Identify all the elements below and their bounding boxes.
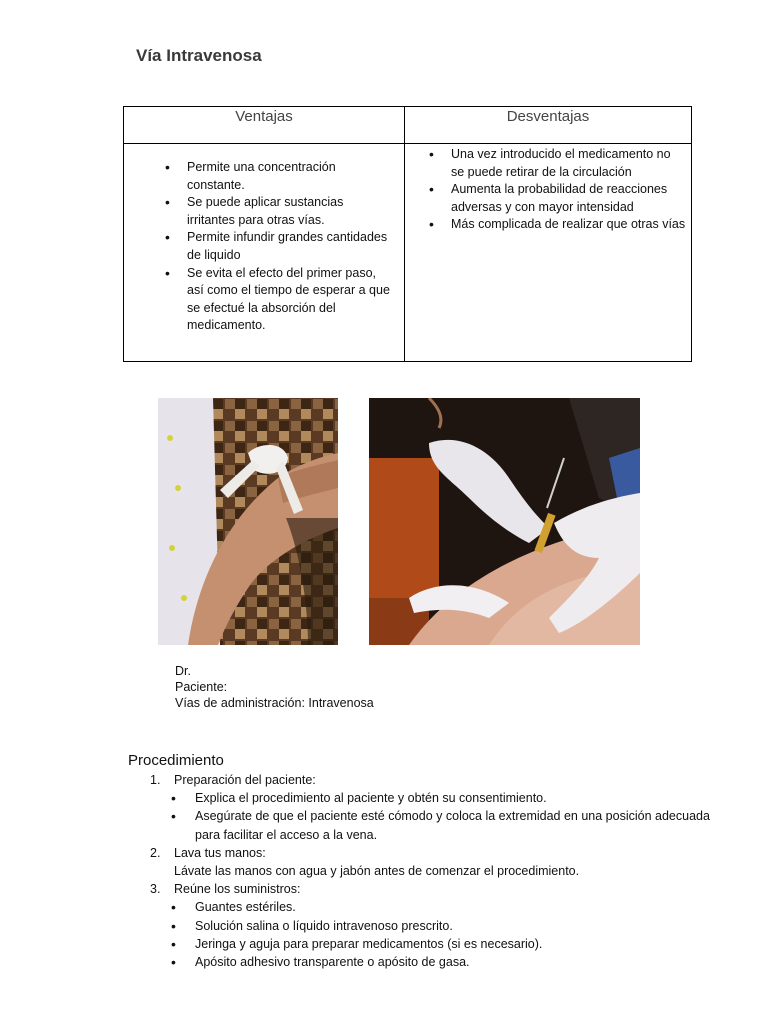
procedure-step-1 xyxy=(150,771,710,789)
desventajas-cell xyxy=(405,144,692,362)
ventajas-desventajas-table xyxy=(123,106,692,362)
patient-label: Paciente: xyxy=(175,680,228,694)
procedure-step-2 xyxy=(150,844,710,862)
step-number: 2. xyxy=(150,845,161,860)
step-3-items xyxy=(150,898,710,971)
step-label: Reúne los suministros: xyxy=(174,882,301,897)
procedure-step-3 xyxy=(150,880,710,898)
step-1-items xyxy=(150,789,710,844)
list-item: • Una vez introducido el medicamento no se puede retirar de la circulación xyxy=(451,146,686,181)
step-number: 1. xyxy=(150,773,161,787)
header-desventajas: Desventajas xyxy=(405,107,692,144)
list-item: • Se puede aplicar sustancias irritantes para otras vías. xyxy=(187,194,393,229)
list-item: • Se evita el efecto del primer paso, así como el tiempo de esperar a que se efectué la absorción del medicamento. xyxy=(187,265,393,335)
ventajas-cell xyxy=(124,144,405,362)
ventajas-list xyxy=(125,145,403,335)
header-ventajas: Ventajas xyxy=(124,107,405,144)
document-title: Vía Intravenosa xyxy=(136,46,262,65)
route-label: Vías de administración: Intravenosa xyxy=(175,696,374,710)
step-2-text: Lávate las manos con agua y jabón antes de comenzar el procedimiento. xyxy=(174,864,580,879)
photo-arm-tourniquet xyxy=(158,398,338,645)
list-item: • Apósito adhesivo transparente o apósito de gasa. xyxy=(195,953,710,971)
list-item: • Asegúrate de que el paciente esté cómodo y coloca la extremidad en una posición adecuada para facilitar el acceso a la vena. xyxy=(195,807,710,843)
photo-iv-insertion xyxy=(369,398,640,645)
list-item: • Permite una concentración constante. xyxy=(187,159,393,194)
procedure-list xyxy=(150,771,710,971)
list-item: • Permite infundir grandes cantidades de liquido xyxy=(187,229,393,264)
list-item: • Aumenta la probabilidad de reacciones adversas y con mayor intensidad xyxy=(451,181,686,216)
step-label: Lava tus manos: xyxy=(174,845,266,860)
list-item: • Más complicada de realizar que otras vías xyxy=(451,216,686,234)
list-item: • Guantes estériles. xyxy=(195,898,710,916)
list-item: • Solución salina o líquido intravenoso prescrito. xyxy=(195,917,710,935)
list-item: • Explica el procedimiento al paciente y obtén su consentimiento. xyxy=(195,789,710,807)
step-number: 3. xyxy=(150,882,161,897)
doctor-label: Dr. xyxy=(175,664,191,678)
list-item: • Jeringa y aguja para preparar medicamentos (si es necesario). xyxy=(195,935,710,953)
desventajas-list xyxy=(406,145,690,234)
patient-info xyxy=(175,663,374,711)
procedure-heading: Procedimiento xyxy=(128,752,224,769)
step-label: Preparación del paciente: xyxy=(174,773,316,787)
